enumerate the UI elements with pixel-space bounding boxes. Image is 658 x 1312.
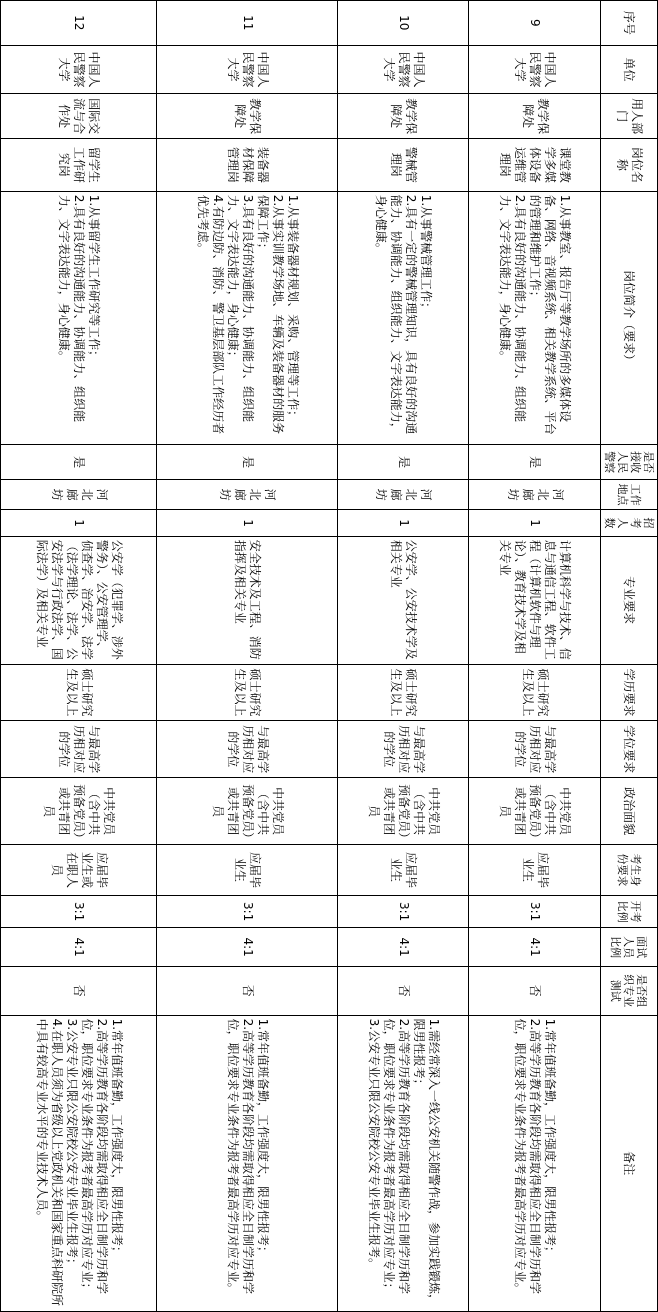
cell-ratio: 3:1 bbox=[157, 895, 338, 927]
cell-identity: 应届毕业生 bbox=[338, 845, 470, 896]
header-unit: 单位 bbox=[601, 45, 658, 94]
cell-police: 是 bbox=[157, 445, 338, 480]
cell-politics: 中共党员（含中共预备党员）或共青团员 bbox=[1, 778, 157, 845]
table-row bbox=[338, 1, 470, 1312]
cell-post: 警械管理岗 bbox=[338, 138, 470, 191]
cell-politics: 中共党员（含中共预备党员）或共青团员 bbox=[469, 778, 601, 845]
cell-intro: 1.从事装备器材规划、采购、管理等工作； 2.从事实训教学场地、车辆及装备器材的服务保障工作； 3.具有良好的沟通能力、协调能力、组织能力、文字表达能力，身心健康； 4.有防边防、消防、警卫基层部队工作经历者优先考虑。 bbox=[157, 191, 338, 445]
header-police: 是否接收人民警察 bbox=[601, 445, 658, 480]
cell-dept: 教学保障处 bbox=[469, 94, 601, 139]
cell-unit: 中国人民警察大学 bbox=[157, 45, 338, 94]
cell-place: 河北廊坊 bbox=[1, 479, 157, 509]
cell-dept: 国际交流与合作处 bbox=[1, 94, 157, 139]
cell-count: 1 bbox=[1, 510, 157, 536]
cell-edu: 硕士研究生及以上 bbox=[338, 664, 470, 721]
cell-edu: 硕士研究生及以上 bbox=[1, 664, 157, 721]
cell-intro: 1.从事留学生工作研究等工作； 2.具有良好的沟通能力、协调能力、组织能力、文字表达能力，身心健康。 bbox=[1, 191, 157, 445]
table-row bbox=[1, 1, 157, 1312]
cell-identity: 应届毕业生 bbox=[157, 845, 338, 896]
cell-post: 课堂教学多媒体设备运维管理岗 bbox=[469, 138, 601, 191]
cell-major: 计算机科学与技术、信息与通信工程、软件工程（计算机软件与理论）、教育技术学及相关专业 bbox=[469, 536, 601, 664]
table-body bbox=[1, 1, 601, 1312]
header-place: 工作地点 bbox=[601, 479, 658, 509]
cell-test: 否 bbox=[338, 966, 470, 1015]
cell-post: 留学生工作研究岗 bbox=[1, 138, 157, 191]
cell-interview: 4:1 bbox=[469, 928, 601, 967]
header-count: 招考人数 bbox=[601, 510, 658, 536]
cell-politics: 中共党员（含中共预备党员）或共青团员 bbox=[338, 778, 470, 845]
cell-place: 河北廊坊 bbox=[469, 479, 601, 509]
header-post: 岗位名称 bbox=[601, 138, 658, 191]
cell-interview: 4:1 bbox=[157, 928, 338, 967]
cell-degree: 与最高学历相对应的学位 bbox=[1, 721, 157, 778]
header-identity: 考生身份要求 bbox=[601, 845, 658, 896]
cell-count: 1 bbox=[469, 510, 601, 536]
header-dept: 用人部门 bbox=[601, 94, 658, 139]
cell-unit: 中国人民警察大学 bbox=[338, 45, 470, 94]
header-interview: 面试人员比例 bbox=[601, 928, 658, 967]
cell-place: 河北廊坊 bbox=[338, 479, 470, 509]
header-ratio: 开考比例 bbox=[601, 895, 658, 927]
cell-remark: 1.常年值班备勤，工作强度大，限男性报考； 2.高等学历教育各阶段均需取得相应全日制学历和学位，职位要求专业条件为报考者最高学历对应专业。 bbox=[157, 1015, 338, 1311]
cell-intro: 1.从事警械管理工作； 2.具有一定的警械管理知识，具有良好的沟通能力、协调能力、组织能力、文字表达能力，身心健康。 bbox=[338, 191, 470, 445]
cell-seq: 12 bbox=[1, 1, 157, 46]
cell-interview: 4:1 bbox=[1, 928, 157, 967]
cell-identity: 应届毕业生 bbox=[469, 845, 601, 896]
cell-major: 公安学、公安技术学及相关专业 bbox=[338, 536, 470, 664]
cell-count: 1 bbox=[157, 510, 338, 536]
header-politics: 政治面貌 bbox=[601, 778, 658, 845]
header-test: 是否组织专业测试 bbox=[601, 966, 658, 1015]
cell-interview: 4:1 bbox=[338, 928, 470, 967]
cell-major: 安全技术及工程、消防指挥及相关专业 bbox=[157, 536, 338, 664]
cell-unit: 中国人民警察大学 bbox=[469, 45, 601, 94]
cell-test: 否 bbox=[157, 966, 338, 1015]
cell-test: 否 bbox=[469, 966, 601, 1015]
cell-ratio: 3:1 bbox=[338, 895, 470, 927]
cell-post: 装备器材保障管理岗 bbox=[157, 138, 338, 191]
cell-seq: 10 bbox=[338, 1, 470, 46]
cell-test: 否 bbox=[1, 966, 157, 1015]
header-intro: 岗位简介（要求） bbox=[601, 191, 658, 445]
table-row bbox=[157, 1, 338, 1312]
table-row bbox=[469, 1, 601, 1312]
cell-ratio: 3:1 bbox=[469, 895, 601, 927]
header-row bbox=[601, 1, 658, 1312]
header-edu: 学历要求 bbox=[601, 664, 658, 721]
header-degree: 学位要求 bbox=[601, 721, 658, 778]
cell-place: 河北廊坊 bbox=[157, 479, 338, 509]
cell-edu: 硕士研究生及以上 bbox=[469, 664, 601, 721]
cell-politics: 中共党员（含中共预备党员）或共青团员 bbox=[157, 778, 338, 845]
cell-seq: 11 bbox=[157, 1, 338, 46]
cell-seq: 9 bbox=[469, 1, 601, 46]
cell-degree: 与最高学历相对应的学位 bbox=[157, 721, 338, 778]
cell-dept: 教学保障处 bbox=[338, 94, 470, 139]
cell-degree: 与最高学历相对应的学位 bbox=[469, 721, 601, 778]
cell-police: 是 bbox=[469, 445, 601, 480]
cell-intro: 1.从事教室、报告厅等教学场所的多媒体设备、网络、音视频系统、相关教学系统、平台的管理和维护工作； 2.具有良好的沟通能力、协调能力、组织能力、文字表达能力，身心健康。 bbox=[469, 191, 601, 445]
cell-remark: 1.需经常深入一线公安机关随警作战，参加实践锻炼，限男性报考； 2.高等学历教育各阶段均需取得相应全日制学历和学位，职位要求专业条件为报考者最高学历对应专业； 3.公安专业只限公安院校公安专业毕业生报考。 bbox=[338, 1015, 470, 1311]
cell-remark: 1.常年值班备勤，工作强度大，限男性报考； 2.高等学历教育各阶段均需取得相应全日制学历和学位，职位要求专业条件为报考者最高学历对应专业。 bbox=[469, 1015, 601, 1311]
cell-major: 公安学（犯罪学、涉外警务）、公安管理学、侦查学、治安学、法学（法学理论、法学、公安法学与行政法学、国际法学）及相关专业 bbox=[1, 536, 157, 664]
cell-identity: 应届毕业生或在职人员 bbox=[1, 845, 157, 896]
cell-degree: 与最高学历相对应的学位 bbox=[338, 721, 470, 778]
header-major: 专业要求 bbox=[601, 536, 658, 664]
header-seq: 序号 bbox=[601, 1, 658, 46]
header-remark: 备注 bbox=[601, 1015, 658, 1311]
cell-ratio: 3:1 bbox=[1, 895, 157, 927]
cell-unit: 中国人民警察大学 bbox=[1, 45, 157, 94]
cell-edu: 硕士研究生及以上 bbox=[157, 664, 338, 721]
cell-count: 1 bbox=[338, 510, 470, 536]
cell-police: 是 bbox=[1, 445, 157, 480]
cell-dept: 教学保障处 bbox=[157, 94, 338, 139]
cell-remark: 1.常年值班备勤，工作强度大，限男性报考； 2.高等学历教育各阶段均需取得相应全日制学历和学位，职位要求专业条件为报考者最高学历对应专业； 3.公安专业只限公安院校公安专业毕业生报考； 4.在职人员须为省级以上党政机关和国家重点科研院所中具有较高专业水平的专业技术人员。 bbox=[1, 1015, 157, 1311]
cell-police: 是 bbox=[338, 445, 470, 480]
